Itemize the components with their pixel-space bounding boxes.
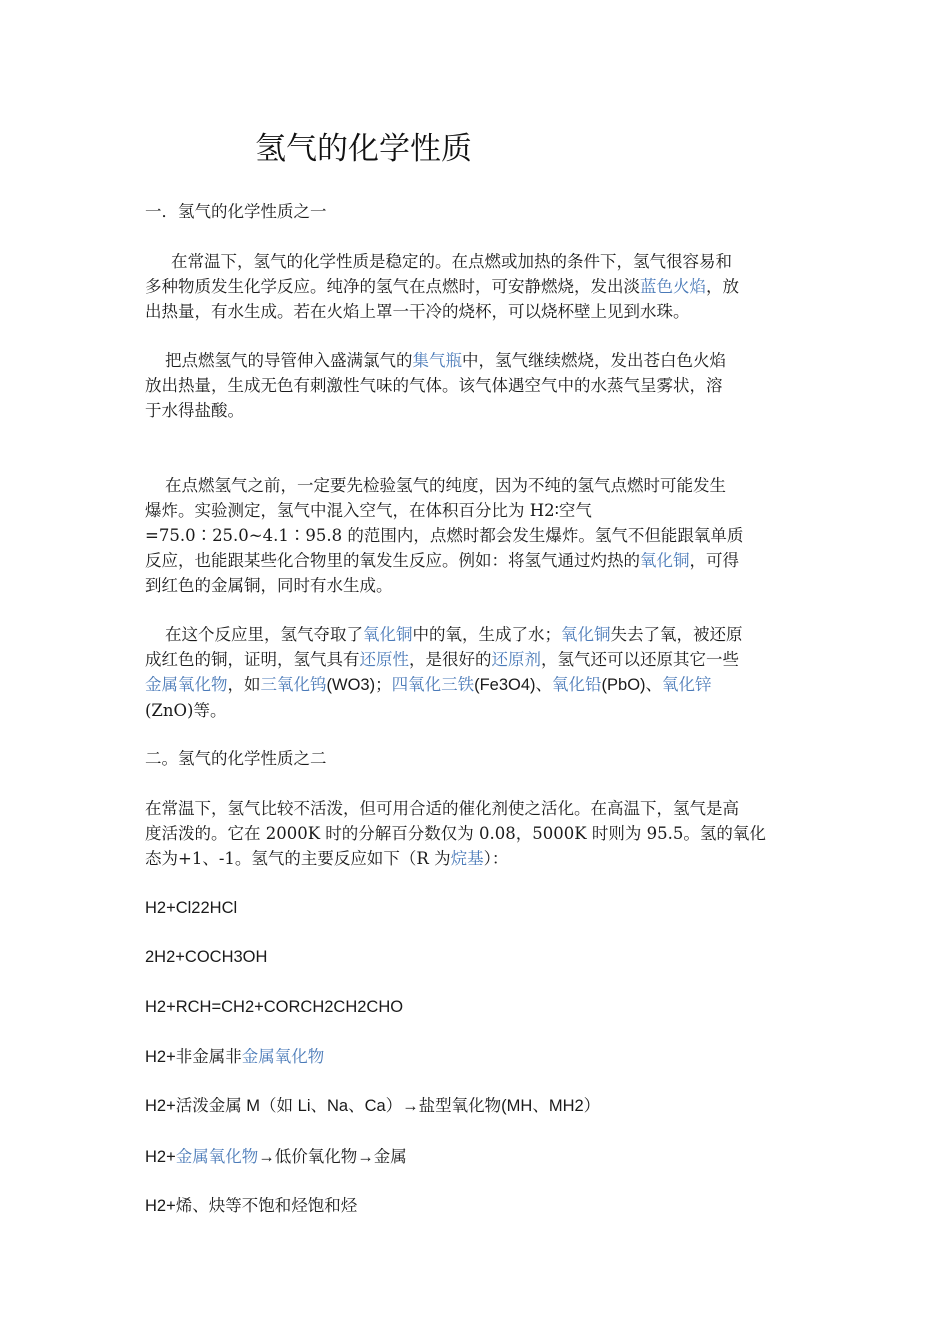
reaction-6 <box>145 1144 810 1170</box>
text-run: 反应，也能跟某些化合物里的氧发生反应。例如：将氢气通过灼热的 <box>145 551 640 570</box>
section-heading-2 <box>145 746 810 771</box>
text-run: →低价氧化物→金属 <box>258 1148 407 1166</box>
text-run: 多种物质发生化学反应。纯净的氢气在点燃时，可安静燃烧，发出淡 <box>145 277 640 296</box>
link-gas-jar[interactable]: 集气瓶 <box>412 351 462 370</box>
paragraph-3-line-2: 爆炸。实验测定，氢气中混入空气，在体积百分比为 H2∶空气 <box>145 501 592 520</box>
paragraph-3-line-1: 在点燃氢气之前，一定要先检验氢气的纯度，因为不纯的氢气点燃时可能发生 <box>165 476 726 495</box>
link-blue-flame[interactable]: 蓝色火焰 <box>640 277 706 296</box>
paragraph-2-line-1 <box>145 348 810 373</box>
paragraph-1-line-3: 出热量，有水生成。若在火焰上罩一干冷的烧杯，可以烧杯壁上见到水珠。 <box>145 302 690 321</box>
reaction-6-text <box>145 1144 810 1170</box>
text-run: ，可得 <box>689 551 739 570</box>
paragraph-4-line-4: (ZnO)等。 <box>145 701 227 720</box>
paragraph-3-line-4 <box>145 548 810 573</box>
link-copper-oxide[interactable]: 氧化铜 <box>561 625 611 644</box>
link-lead-oxide[interactable]: 氧化铅 <box>552 675 602 694</box>
text-run: ，氢气还可以还原其它一些 <box>541 650 739 669</box>
text-run: (Fe3O4)、 <box>474 676 553 694</box>
text-run: 把点燃氢气的导管伸入盛满氯气的 <box>165 351 413 370</box>
text-run: ，放 <box>706 277 739 296</box>
paragraph-5-line-1: 在常温下，氢气比较不活泼，但可用合适的催化剂使之活化。在高温下，氢气是高 <box>145 799 739 818</box>
reaction-5 <box>145 1094 810 1119</box>
reaction-2-text: 2H2+COCH3OH <box>145 948 268 966</box>
paragraph-4-line-2 <box>145 647 810 672</box>
reaction-2 <box>145 945 810 970</box>
text-run: 中，氢气继续燃烧，发出苍白色火焰 <box>462 351 726 370</box>
text-run: ，如 <box>227 675 261 694</box>
paragraph-2-line-3: 于水得盐酸。 <box>145 401 244 420</box>
reaction-1 <box>145 896 810 921</box>
paragraph-1-line-2 <box>145 274 810 299</box>
link-metal-oxide[interactable]: 金属氧化物 <box>145 675 228 694</box>
paragraph-4-line-1 <box>145 622 810 647</box>
text-run: 在这个反应里，氢气夺取了 <box>165 625 363 644</box>
paragraph-5 <box>145 796 810 871</box>
text-run: 失去了氧，被还原 <box>610 625 743 644</box>
paragraph-2 <box>145 348 810 423</box>
reaction-7-text: H2+烯、炔等不饱和烃饱和烃 <box>145 1197 358 1215</box>
reaction-5-text: H2+活泼金属 M（如 Li、Na、Ca）→盐型氧化物(MH、MH2） <box>145 1097 601 1115</box>
paragraph-5-line-2: 度活泼的。它在 2000K 时的分解百分数仅为 0.08，5000K 时则为 95.5。氢的氧化 <box>145 824 766 843</box>
paragraph-3-line-3: =75.0∶25.0~4.1∶95.8 的范围内，点燃时都会发生爆炸。氢气不但能跟氧单质 <box>145 526 744 545</box>
link-metal-oxide[interactable]: 金属氧化物 <box>175 1147 259 1166</box>
reaction-3 <box>145 995 810 1020</box>
link-copper-oxide[interactable]: 氧化铜 <box>363 625 413 644</box>
text-run: 态为+1、-1。氢气的主要反应如下（R 为 <box>145 849 451 868</box>
link-tungsten-trioxide[interactable]: 三氧化钨 <box>260 675 327 694</box>
text-run: (WO3)； <box>326 676 392 694</box>
paragraph-1-line-1: 在常温下，氢气的化学性质是稳定的。在点燃或加热的条件下，氢气很容易和 <box>171 252 732 271</box>
link-zinc-oxide[interactable]: 氧化锌 <box>662 675 712 694</box>
paragraph-3-line-5: 到红色的金属铜，同时有水生成。 <box>145 576 393 595</box>
text-run: ）： <box>483 849 509 868</box>
text-run: (PbO)、 <box>601 676 663 694</box>
paragraph-2-line-2: 放出热量，生成无色有刺激性气味的气体。该气体遇空气中的水蒸气呈雾状，溶 <box>145 376 723 395</box>
link-alkyl[interactable]: 烷基 <box>450 849 484 868</box>
section-heading-1-text: 一．氢气的化学性质之一 <box>145 202 327 221</box>
paragraph-4-line-3 <box>145 672 810 698</box>
text-run: H2+非金属非 <box>145 1048 242 1066</box>
link-metal-oxide[interactable]: 金属氧化物 <box>241 1047 325 1066</box>
reaction-7 <box>145 1194 810 1219</box>
section-heading-2-text: 二。氢气的化学性质之二 <box>145 749 327 768</box>
reaction-4-text <box>145 1044 810 1070</box>
section-heading-1 <box>145 199 810 224</box>
link-iron-oxide[interactable]: 四氧化三铁 <box>391 675 475 694</box>
page-title: 氢气的化学性质 <box>255 131 472 167</box>
reaction-4 <box>145 1044 810 1070</box>
text-run: H2+ <box>145 1148 176 1166</box>
paragraph-4 <box>145 622 810 723</box>
reaction-1-text: H2+Cl22HCl <box>145 899 238 917</box>
text-run: ，是很好的 <box>409 650 492 669</box>
reaction-3-text: H2+RCH=CH2+CORCH2CH2CHO <box>145 998 404 1016</box>
paragraph-5-line-3 <box>145 846 810 871</box>
text-run: 成红色的铜，证明，氢气具有 <box>145 650 360 669</box>
text-run: 中的氧，生成了水； <box>412 625 561 644</box>
paragraph-1 <box>145 249 810 324</box>
paragraph-3 <box>145 473 810 598</box>
link-reducibility[interactable]: 还原性 <box>359 650 409 669</box>
link-reducing-agent[interactable]: 还原剂 <box>491 650 541 669</box>
link-copper-oxide[interactable]: 氧化铜 <box>640 551 690 570</box>
